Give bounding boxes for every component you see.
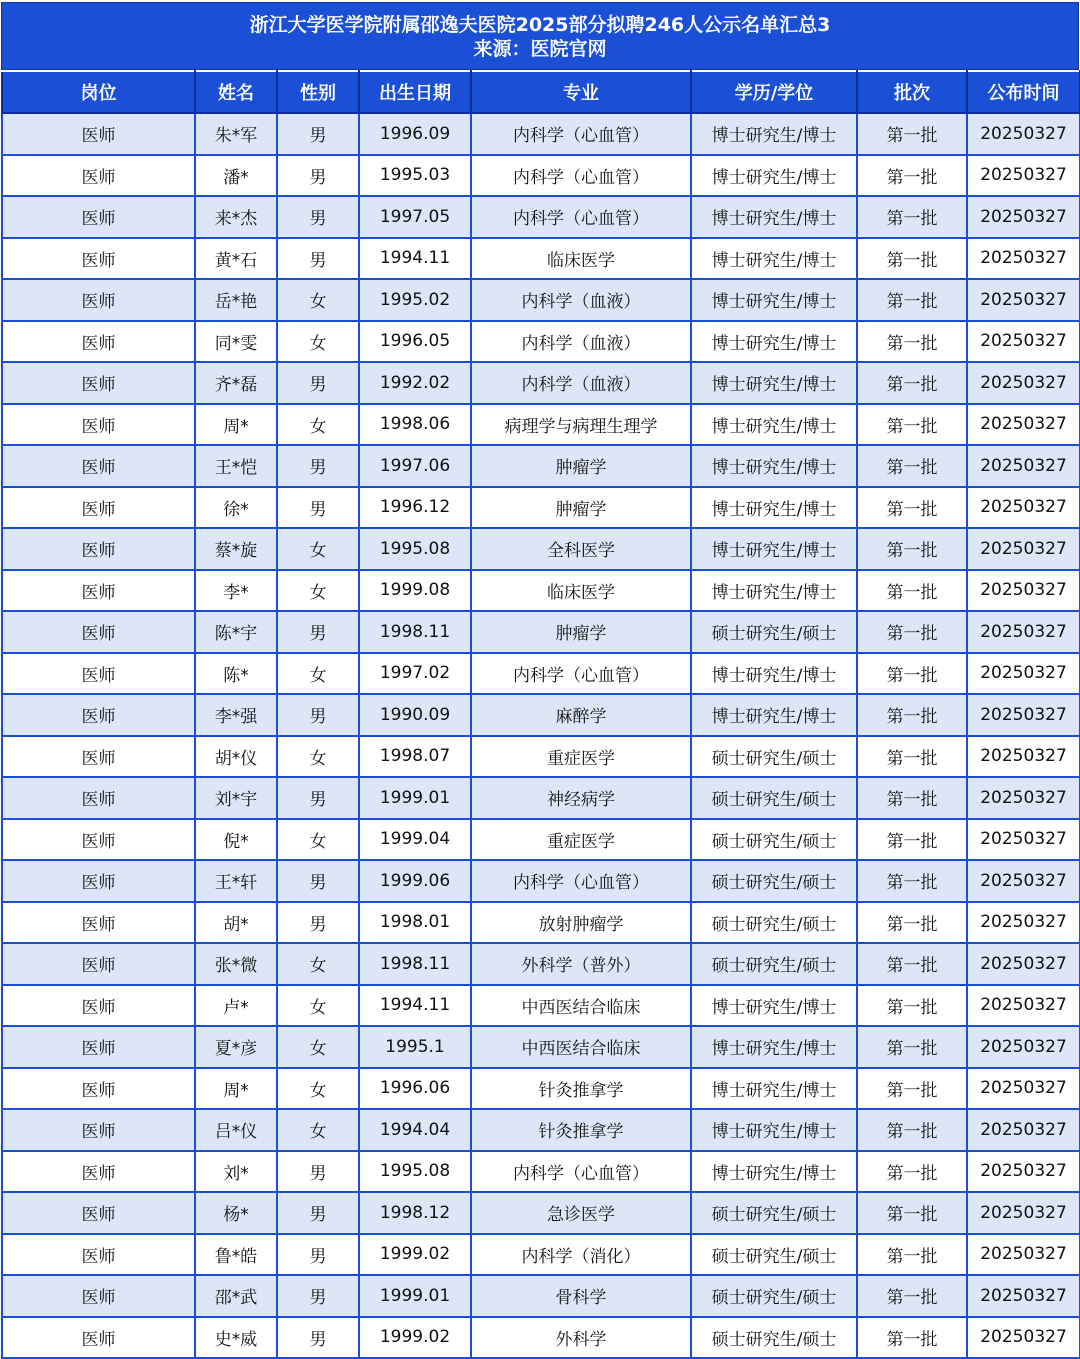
table-row [2, 1151, 1080, 1193]
publish-date-cell: 20250327 [967, 279, 1080, 321]
publish-date-cell: 20250327 [967, 487, 1080, 529]
position-cell: 医师 [2, 819, 195, 861]
position-cell: 医师 [2, 404, 195, 446]
gender-cell: 男 [277, 902, 359, 944]
gender-cell: 男 [277, 1151, 359, 1193]
table-row [2, 487, 1080, 529]
gender-cell: 男 [277, 1234, 359, 1276]
position-cell: 医师 [2, 860, 195, 902]
batch-cell: 第一批 [857, 1275, 967, 1317]
birthdate-cell: 1998.06 [359, 404, 471, 446]
birthdate-cell: 1994.11 [359, 238, 471, 280]
batch-cell: 第一批 [857, 819, 967, 861]
gender-cell: 男 [277, 1192, 359, 1234]
position-cell: 医师 [2, 445, 195, 487]
batch-cell: 第一批 [857, 736, 967, 778]
title-banner [1, 2, 1079, 70]
position-cell: 医师 [2, 1275, 195, 1317]
degree-cell: 博士研究生/博士 [691, 1068, 857, 1110]
gender-cell: 女 [277, 570, 359, 612]
publish-date-cell: 20250327 [967, 819, 1080, 861]
batch-cell: 第一批 [857, 1151, 967, 1193]
degree-cell: 博士研究生/博士 [691, 1026, 857, 1068]
birthdate-cell: 1995.02 [359, 279, 471, 321]
position-cell: 医师 [2, 279, 195, 321]
degree-cell: 博士研究生/博士 [691, 445, 857, 487]
degree-cell: 博士研究生/博士 [691, 155, 857, 197]
table-row [2, 777, 1080, 819]
birthdate-cell: 1992.02 [359, 362, 471, 404]
batch-cell: 第一批 [857, 238, 967, 280]
position-cell: 医师 [2, 1192, 195, 1234]
major-cell: 针灸推拿学 [471, 1109, 691, 1151]
position-cell: 医师 [2, 1234, 195, 1276]
degree-cell: 硕士研究生/硕士 [691, 943, 857, 985]
gender-cell: 男 [277, 113, 359, 155]
position-cell: 医师 [2, 902, 195, 944]
name-cell: 李*强 [195, 694, 277, 736]
major-cell: 内科学（心血管） [471, 113, 691, 155]
name-cell: 邵*武 [195, 1275, 277, 1317]
table-row [2, 362, 1080, 404]
gender-cell: 男 [277, 611, 359, 653]
position-cell: 医师 [2, 238, 195, 280]
publish-date-cell: 20250327 [967, 777, 1080, 819]
gender-cell: 男 [277, 777, 359, 819]
name-cell: 潘* [195, 155, 277, 197]
publish-date-cell: 20250327 [967, 1026, 1080, 1068]
table-row [2, 1068, 1080, 1110]
batch-cell: 第一批 [857, 694, 967, 736]
column-header-birthdate: 出生日期 [359, 71, 471, 113]
position-cell: 医师 [2, 985, 195, 1027]
degree-cell: 硕士研究生/硕士 [691, 736, 857, 778]
position-cell: 医师 [2, 321, 195, 363]
position-cell: 医师 [2, 1068, 195, 1110]
major-cell: 内科学（血液） [471, 362, 691, 404]
position-cell: 医师 [2, 1317, 195, 1359]
batch-cell: 第一批 [857, 528, 967, 570]
degree-cell: 硕士研究生/硕士 [691, 860, 857, 902]
publish-date-cell: 20250327 [967, 445, 1080, 487]
degree-cell: 博士研究生/博士 [691, 404, 857, 446]
gender-cell: 女 [277, 321, 359, 363]
major-cell: 麻醉学 [471, 694, 691, 736]
name-cell: 胡* [195, 902, 277, 944]
birthdate-cell: 1999.01 [359, 1275, 471, 1317]
publish-date-cell: 20250327 [967, 985, 1080, 1027]
batch-cell: 第一批 [857, 196, 967, 238]
name-cell: 黄*石 [195, 238, 277, 280]
table-row [2, 196, 1080, 238]
publish-date-cell: 20250327 [967, 694, 1080, 736]
birthdate-cell: 1999.06 [359, 860, 471, 902]
major-cell: 外科学（普外） [471, 943, 691, 985]
batch-cell: 第一批 [857, 1234, 967, 1276]
birthdate-cell: 1996.06 [359, 1068, 471, 1110]
batch-cell: 第一批 [857, 653, 967, 695]
birthdate-cell: 1990.09 [359, 694, 471, 736]
major-cell: 内科学（消化） [471, 1234, 691, 1276]
major-cell: 急诊医学 [471, 1192, 691, 1234]
position-cell: 医师 [2, 113, 195, 155]
publish-date-cell: 20250327 [967, 902, 1080, 944]
gender-cell: 女 [277, 1068, 359, 1110]
page-title: 浙江大学医学院附属邵逸夫医院2025部分拟聘246人公示名单汇总3 [249, 14, 831, 36]
position-cell: 医师 [2, 736, 195, 778]
publish-date-cell: 20250327 [967, 860, 1080, 902]
batch-cell: 第一批 [857, 611, 967, 653]
publish-date-cell: 20250327 [967, 1109, 1080, 1151]
degree-cell: 硕士研究生/硕士 [691, 611, 857, 653]
table-row [2, 570, 1080, 612]
batch-cell: 第一批 [857, 860, 967, 902]
publish-date-cell: 20250327 [967, 362, 1080, 404]
column-header-name: 姓名 [195, 71, 277, 113]
publish-date-cell: 20250327 [967, 1068, 1080, 1110]
gender-cell: 男 [277, 238, 359, 280]
table-row [2, 736, 1080, 778]
name-cell: 朱*军 [195, 113, 277, 155]
position-cell: 医师 [2, 611, 195, 653]
table-row [2, 1109, 1080, 1151]
name-cell: 李* [195, 570, 277, 612]
major-cell: 内科学（心血管） [471, 196, 691, 238]
major-cell: 肿瘤学 [471, 445, 691, 487]
major-cell: 针灸推拿学 [471, 1068, 691, 1110]
birthdate-cell: 1994.11 [359, 985, 471, 1027]
birthdate-cell: 1997.05 [359, 196, 471, 238]
publish-date-cell: 20250327 [967, 238, 1080, 280]
name-cell: 周* [195, 404, 277, 446]
column-header-major: 专业 [471, 71, 691, 113]
degree-cell: 硕士研究生/硕士 [691, 1234, 857, 1276]
degree-cell: 博士研究生/博士 [691, 321, 857, 363]
publish-date-cell: 20250327 [967, 155, 1080, 197]
degree-cell: 硕士研究生/硕士 [691, 819, 857, 861]
birthdate-cell: 1997.02 [359, 653, 471, 695]
major-cell: 重症医学 [471, 736, 691, 778]
publish-date-cell: 20250327 [967, 1151, 1080, 1193]
table-row [2, 321, 1080, 363]
major-cell: 肿瘤学 [471, 611, 691, 653]
degree-cell: 博士研究生/博士 [691, 570, 857, 612]
major-cell: 骨科学 [471, 1275, 691, 1317]
position-cell: 医师 [2, 943, 195, 985]
gender-cell: 女 [277, 736, 359, 778]
name-cell: 来*杰 [195, 196, 277, 238]
column-header-position: 岗位 [2, 71, 195, 113]
batch-cell: 第一批 [857, 1317, 967, 1359]
major-cell: 全科医学 [471, 528, 691, 570]
table-row [2, 238, 1080, 280]
batch-cell: 第一批 [857, 155, 967, 197]
name-cell: 岳*艳 [195, 279, 277, 321]
gender-cell: 男 [277, 1317, 359, 1359]
name-cell: 杨* [195, 1192, 277, 1234]
position-cell: 医师 [2, 694, 195, 736]
table-row [2, 902, 1080, 944]
major-cell: 内科学（心血管） [471, 653, 691, 695]
major-cell: 中西医结合临床 [471, 985, 691, 1027]
birthdate-cell: 1995.08 [359, 528, 471, 570]
table-row [2, 1234, 1080, 1276]
batch-cell: 第一批 [857, 570, 967, 612]
birthdate-cell: 1999.04 [359, 819, 471, 861]
birthdate-cell: 1995.03 [359, 155, 471, 197]
name-cell: 徐* [195, 487, 277, 529]
table-row [2, 819, 1080, 861]
degree-cell: 博士研究生/博士 [691, 1109, 857, 1151]
gender-cell: 男 [277, 196, 359, 238]
table-row [2, 155, 1080, 197]
degree-cell: 硕士研究生/硕士 [691, 1192, 857, 1234]
publish-date-cell: 20250327 [967, 404, 1080, 446]
birthdate-cell: 1994.04 [359, 1109, 471, 1151]
batch-cell: 第一批 [857, 1192, 967, 1234]
birthdate-cell: 1996.09 [359, 113, 471, 155]
degree-cell: 博士研究生/博士 [691, 985, 857, 1027]
name-cell: 同*雯 [195, 321, 277, 363]
table-header-row [2, 71, 1080, 113]
table-row [2, 694, 1080, 736]
major-cell: 内科学（血液） [471, 279, 691, 321]
birthdate-cell: 1999.02 [359, 1234, 471, 1276]
batch-cell: 第一批 [857, 404, 967, 446]
name-cell: 齐*磊 [195, 362, 277, 404]
degree-cell: 硕士研究生/硕士 [691, 777, 857, 819]
gender-cell: 女 [277, 819, 359, 861]
name-cell: 鲁*皓 [195, 1234, 277, 1276]
table-row [2, 943, 1080, 985]
table-row [2, 1026, 1080, 1068]
major-cell: 中西医结合临床 [471, 1026, 691, 1068]
degree-cell: 博士研究生/博士 [691, 487, 857, 529]
position-cell: 医师 [2, 1109, 195, 1151]
degree-cell: 博士研究生/博士 [691, 694, 857, 736]
birthdate-cell: 1998.11 [359, 611, 471, 653]
gender-cell: 男 [277, 362, 359, 404]
degree-cell: 硕士研究生/硕士 [691, 902, 857, 944]
position-cell: 医师 [2, 777, 195, 819]
degree-cell: 硕士研究生/硕士 [691, 1275, 857, 1317]
batch-cell: 第一批 [857, 1109, 967, 1151]
position-cell: 医师 [2, 528, 195, 570]
name-cell: 张*微 [195, 943, 277, 985]
batch-cell: 第一批 [857, 943, 967, 985]
table-row [2, 1275, 1080, 1317]
publish-date-cell: 20250327 [967, 321, 1080, 363]
birthdate-cell: 1996.05 [359, 321, 471, 363]
degree-cell: 博士研究生/博士 [691, 113, 857, 155]
batch-cell: 第一批 [857, 113, 967, 155]
name-cell: 胡*仪 [195, 736, 277, 778]
major-cell: 病理学与病理生理学 [471, 404, 691, 446]
major-cell: 内科学（血液） [471, 321, 691, 363]
degree-cell: 硕士研究生/硕士 [691, 1317, 857, 1359]
table-row [2, 528, 1080, 570]
column-header-degree: 学历/学位 [691, 71, 857, 113]
position-cell: 医师 [2, 1151, 195, 1193]
batch-cell: 第一批 [857, 279, 967, 321]
batch-cell: 第一批 [857, 902, 967, 944]
batch-cell: 第一批 [857, 362, 967, 404]
table-row [2, 611, 1080, 653]
publish-date-cell: 20250327 [967, 1192, 1080, 1234]
name-cell: 刘* [195, 1151, 277, 1193]
degree-cell: 博士研究生/博士 [691, 238, 857, 280]
publish-date-cell: 20250327 [967, 113, 1080, 155]
name-cell: 卢* [195, 985, 277, 1027]
gender-cell: 女 [277, 943, 359, 985]
candidate-table [1, 70, 1080, 1359]
gender-cell: 男 [277, 694, 359, 736]
major-cell: 内科学（心血管） [471, 1151, 691, 1193]
birthdate-cell: 1998.11 [359, 943, 471, 985]
gender-cell: 女 [277, 528, 359, 570]
name-cell: 倪* [195, 819, 277, 861]
degree-cell: 博士研究生/博士 [691, 279, 857, 321]
table-row [2, 445, 1080, 487]
major-cell: 放射肿瘤学 [471, 902, 691, 944]
degree-cell: 博士研究生/博士 [691, 196, 857, 238]
birthdate-cell: 1998.01 [359, 902, 471, 944]
batch-cell: 第一批 [857, 321, 967, 363]
gender-cell: 男 [277, 445, 359, 487]
batch-cell: 第一批 [857, 1068, 967, 1110]
birthdate-cell: 1995.1 [359, 1026, 471, 1068]
gender-cell: 女 [277, 404, 359, 446]
name-cell: 王*恺 [195, 445, 277, 487]
degree-cell: 博士研究生/博士 [691, 362, 857, 404]
major-cell: 内科学（心血管） [471, 155, 691, 197]
publish-date-cell: 20250327 [967, 611, 1080, 653]
name-cell: 吕*仪 [195, 1109, 277, 1151]
table-row [2, 279, 1080, 321]
gender-cell: 男 [277, 1275, 359, 1317]
major-cell: 重症医学 [471, 819, 691, 861]
position-cell: 医师 [2, 570, 195, 612]
column-header-batch: 批次 [857, 71, 967, 113]
major-cell: 临床医学 [471, 238, 691, 280]
birthdate-cell: 1999.01 [359, 777, 471, 819]
position-cell: 医师 [2, 487, 195, 529]
gender-cell: 女 [277, 279, 359, 321]
batch-cell: 第一批 [857, 445, 967, 487]
gender-cell: 女 [277, 1026, 359, 1068]
publish-date-cell: 20250327 [967, 943, 1080, 985]
name-cell: 史*威 [195, 1317, 277, 1359]
position-cell: 医师 [2, 155, 195, 197]
major-cell: 肿瘤学 [471, 487, 691, 529]
batch-cell: 第一批 [857, 1026, 967, 1068]
table-row [2, 860, 1080, 902]
table-row [2, 1192, 1080, 1234]
publish-date-cell: 20250327 [967, 196, 1080, 238]
name-cell: 陈*宇 [195, 611, 277, 653]
publish-date-cell: 20250327 [967, 1317, 1080, 1359]
birthdate-cell: 1997.06 [359, 445, 471, 487]
position-cell: 医师 [2, 362, 195, 404]
table-row [2, 653, 1080, 695]
birthdate-cell: 1998.12 [359, 1192, 471, 1234]
birthdate-cell: 1998.07 [359, 736, 471, 778]
name-cell: 蔡*旋 [195, 528, 277, 570]
degree-cell: 博士研究生/博士 [691, 653, 857, 695]
position-cell: 医师 [2, 1026, 195, 1068]
degree-cell: 博士研究生/博士 [691, 1151, 857, 1193]
birthdate-cell: 1999.02 [359, 1317, 471, 1359]
gender-cell: 女 [277, 985, 359, 1027]
position-cell: 医师 [2, 653, 195, 695]
name-cell: 王*轩 [195, 860, 277, 902]
publish-date-cell: 20250327 [967, 736, 1080, 778]
table-row [2, 113, 1080, 155]
gender-cell: 男 [277, 860, 359, 902]
batch-cell: 第一批 [857, 985, 967, 1027]
table-row [2, 1317, 1080, 1359]
major-cell: 神经病学 [471, 777, 691, 819]
publish-date-cell: 20250327 [967, 653, 1080, 695]
gender-cell: 女 [277, 1109, 359, 1151]
birthdate-cell: 1999.08 [359, 570, 471, 612]
name-cell: 刘*宇 [195, 777, 277, 819]
table-body [2, 113, 1080, 1358]
name-cell: 陈* [195, 653, 277, 695]
major-cell: 内科学（心血管） [471, 860, 691, 902]
publish-date-cell: 20250327 [967, 528, 1080, 570]
major-cell: 外科学 [471, 1317, 691, 1359]
gender-cell: 男 [277, 487, 359, 529]
publish-date-cell: 20250327 [967, 570, 1080, 612]
position-cell: 医师 [2, 196, 195, 238]
table-row [2, 404, 1080, 446]
degree-cell: 博士研究生/博士 [691, 528, 857, 570]
gender-cell: 女 [277, 653, 359, 695]
birthdate-cell: 1995.08 [359, 1151, 471, 1193]
birthdate-cell: 1996.12 [359, 487, 471, 529]
table-row [2, 985, 1080, 1027]
major-cell: 临床医学 [471, 570, 691, 612]
publish-date-cell: 20250327 [967, 1234, 1080, 1276]
column-header-gender: 性别 [277, 71, 359, 113]
gender-cell: 男 [277, 155, 359, 197]
name-cell: 夏*彦 [195, 1026, 277, 1068]
source-note: 来源：医院官网 [473, 38, 607, 60]
name-cell: 周* [195, 1068, 277, 1110]
batch-cell: 第一批 [857, 777, 967, 819]
publish-date-cell: 20250327 [967, 1275, 1080, 1317]
column-header-publish-date: 公布时间 [967, 71, 1080, 113]
batch-cell: 第一批 [857, 487, 967, 529]
